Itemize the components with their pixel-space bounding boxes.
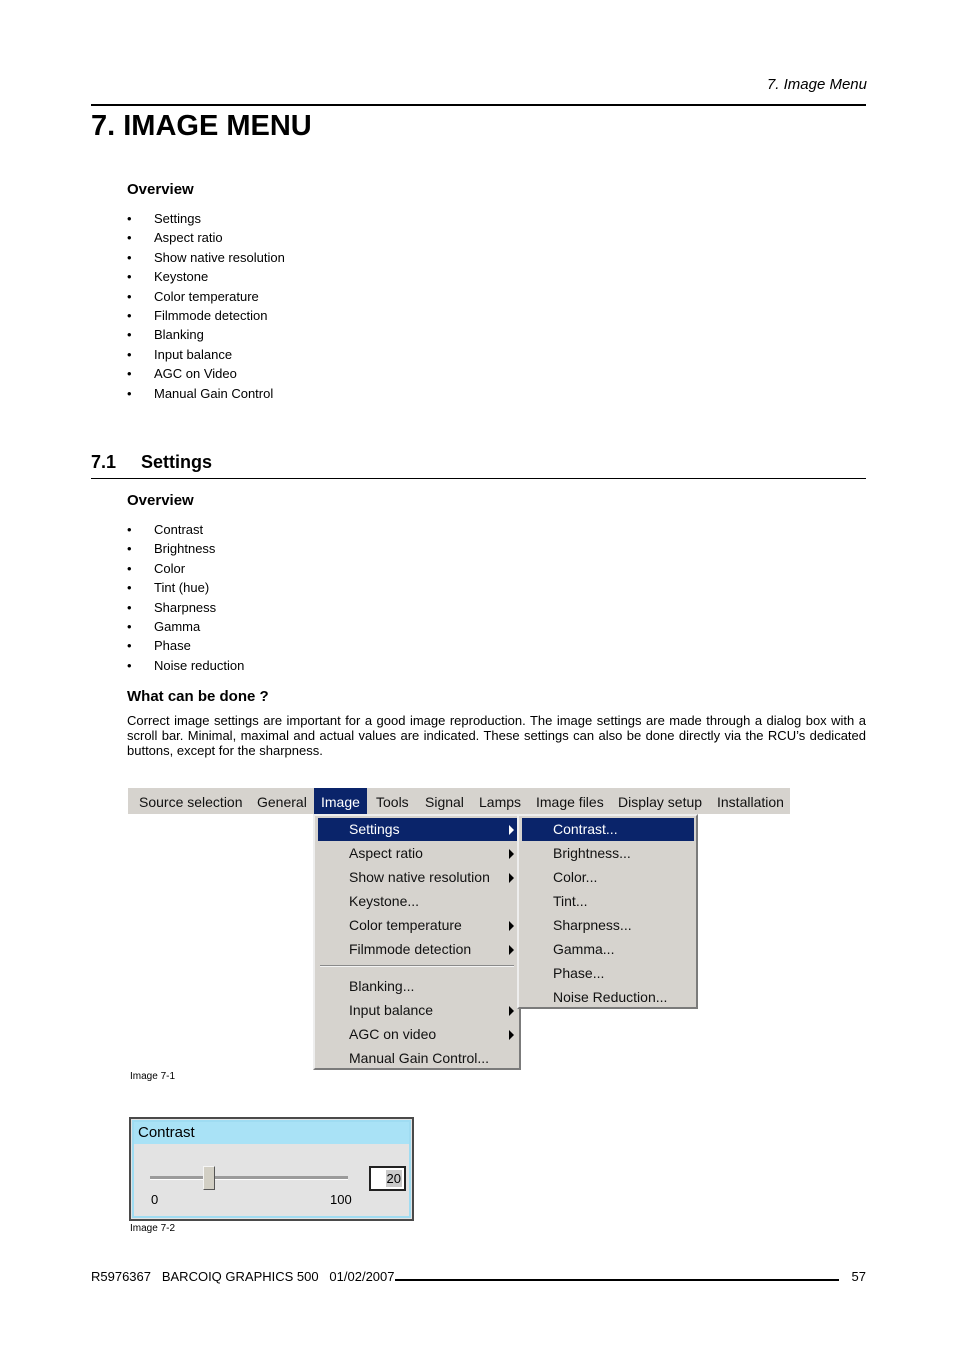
submenu-arrow-icon <box>509 1030 514 1040</box>
bullet-icon: • <box>127 618 132 634</box>
menu-source-selection[interactable]: Source selection <box>139 794 243 810</box>
what-can-be-done-heading: What can be done ? <box>127 688 269 705</box>
slider-max-label: 100 <box>330 1192 352 1207</box>
list-item: • Sharpness <box>127 598 244 617</box>
contrast-slider-track[interactable] <box>150 1176 348 1180</box>
menu-item-keystone[interactable]: Keystone... <box>349 893 420 909</box>
menu-item-input-balance[interactable]: Input balance <box>318 999 518 1022</box>
bullet-icon: • <box>127 580 132 596</box>
menu-image-files[interactable]: Image files <box>536 794 604 810</box>
settings-overview-heading: Overview <box>127 492 194 509</box>
submenu-item-tint[interactable]: Tint... <box>553 893 588 909</box>
list-item: • Color <box>127 559 244 578</box>
section-name: Settings <box>141 452 213 472</box>
bullet-icon: • <box>127 249 132 265</box>
bullet-icon: • <box>127 346 132 362</box>
list-item: • AGC on Video <box>127 364 285 383</box>
bullet-icon: • <box>127 327 132 343</box>
slider-min-label: 0 <box>151 1192 159 1207</box>
page-number: 57 <box>851 1269 866 1284</box>
submenu-item-brightness[interactable]: Brightness... <box>553 845 631 861</box>
submenu-arrow-icon <box>509 825 514 835</box>
chapter-title: 7. IMAGE MENU <box>91 110 312 142</box>
menu-item-color-temperature[interactable]: Color temperature <box>318 914 518 937</box>
list-item: • Brightness <box>127 539 244 558</box>
section-number: 7.1 <box>91 452 117 472</box>
contrast-slider-thumb[interactable] <box>203 1166 215 1190</box>
list-item: • Blanking <box>127 325 285 344</box>
bullet-icon: • <box>127 385 132 401</box>
bullet-icon: • <box>127 541 132 557</box>
list-item: • Keystone <box>127 267 285 286</box>
submenu-arrow-icon <box>509 921 514 931</box>
contrast-dialog <box>129 1117 414 1221</box>
image-caption: Image 7-1 <box>130 1071 176 1082</box>
menu-item-settings[interactable]: Settings <box>318 818 518 841</box>
list-item: • Aspect ratio <box>127 228 285 247</box>
submenu-arrow-icon <box>509 1006 514 1016</box>
bullet-icon: • <box>127 657 132 673</box>
list-item: • Input balance <box>127 345 285 364</box>
menu-signal[interactable]: Signal <box>425 794 464 810</box>
menu-general[interactable]: General <box>257 794 307 810</box>
bullet-icon: • <box>127 288 132 304</box>
section-rule <box>91 478 866 479</box>
menu-bar <box>128 788 790 814</box>
menu-item-show-native-resolution[interactable]: Show native resolution <box>318 866 518 889</box>
bullet-icon: • <box>127 366 132 382</box>
body-paragraph: Correct image settings are important for a good image reproduction. The image settings are made through a dialog box with a scroll bar. Minimal, maximal and actual values are indicated. These settings can also be done directly via the RCU’s dedicated buttons, except for the sharpness. <box>127 713 866 758</box>
submenu-arrow-icon <box>509 945 514 955</box>
list-item: • Contrast <box>127 520 244 539</box>
menu-item-blanking[interactable]: Blanking... <box>349 978 415 994</box>
overview-heading: Overview <box>127 181 194 198</box>
menu-lamps[interactable]: Lamps <box>479 794 522 810</box>
contrast-value-field[interactable] <box>369 1166 406 1191</box>
submenu-item-sharpness[interactable]: Sharpness... <box>553 917 632 933</box>
list-item: • Filmmode detection <box>127 306 285 325</box>
dialog-title: Contrast <box>134 1122 409 1144</box>
header-rule <box>91 104 866 106</box>
footer-document-id: R5976367 BARCOIQ GRAPHICS 500 01/02/2007 <box>91 1269 395 1284</box>
bullet-icon: • <box>127 599 132 615</box>
image-dropdown-menu <box>313 814 521 1070</box>
bullet-icon: • <box>127 522 132 537</box>
list-item: • Manual Gain Control <box>127 384 285 403</box>
submenu-arrow-icon <box>509 873 514 883</box>
footer-rule <box>395 1279 839 1281</box>
list-item: • Tint (hue) <box>127 578 244 597</box>
list-item: • Show native resolution <box>127 248 285 267</box>
list-item: • Settings <box>127 209 285 228</box>
running-header: 7. Image Menu <box>766 76 867 93</box>
menu-installation[interactable]: Installation <box>717 794 784 810</box>
bullet-icon: • <box>127 560 132 576</box>
menu-tools[interactable]: Tools <box>376 794 409 810</box>
menu-item-filmmode-detection[interactable]: Filmmode detection <box>318 938 518 961</box>
menu-display-setup[interactable]: Display setup <box>618 794 703 810</box>
submenu-item-contrast[interactable]: Contrast... <box>522 818 694 841</box>
submenu-arrow-icon <box>509 849 514 859</box>
contrast-value: 20 <box>386 1171 401 1186</box>
menu-item-manual-gain-control[interactable]: Manual Gain Control... <box>349 1050 490 1066</box>
overview-list <box>127 209 285 403</box>
submenu-item-gamma[interactable]: Gamma... <box>553 941 615 957</box>
submenu-item-noise-reduction[interactable]: Noise Reduction... <box>553 989 668 1005</box>
menu-separator <box>320 965 514 967</box>
submenu-item-color[interactable]: Color... <box>553 869 598 885</box>
settings-submenu <box>517 814 698 1009</box>
menu-item-aspect-ratio[interactable]: Aspect ratio <box>318 842 518 865</box>
bullet-icon: • <box>127 307 132 323</box>
bullet-icon: • <box>127 230 132 246</box>
list-item: • Phase <box>127 636 244 655</box>
menu-item-agc-on-video[interactable]: AGC on video <box>318 1023 518 1046</box>
section-title <box>91 452 212 473</box>
bullet-icon: • <box>127 638 132 654</box>
bullet-icon: • <box>127 269 132 285</box>
image-caption: Image 7-2 <box>130 1223 176 1234</box>
settings-overview-list <box>127 520 244 675</box>
bullet-icon: • <box>127 211 132 226</box>
menu-image[interactable]: Image <box>314 788 367 814</box>
submenu-item-phase[interactable]: Phase... <box>553 965 605 981</box>
list-item: • Gamma <box>127 617 244 636</box>
list-item: • Noise reduction <box>127 656 244 675</box>
list-item: • Color temperature <box>127 287 285 306</box>
